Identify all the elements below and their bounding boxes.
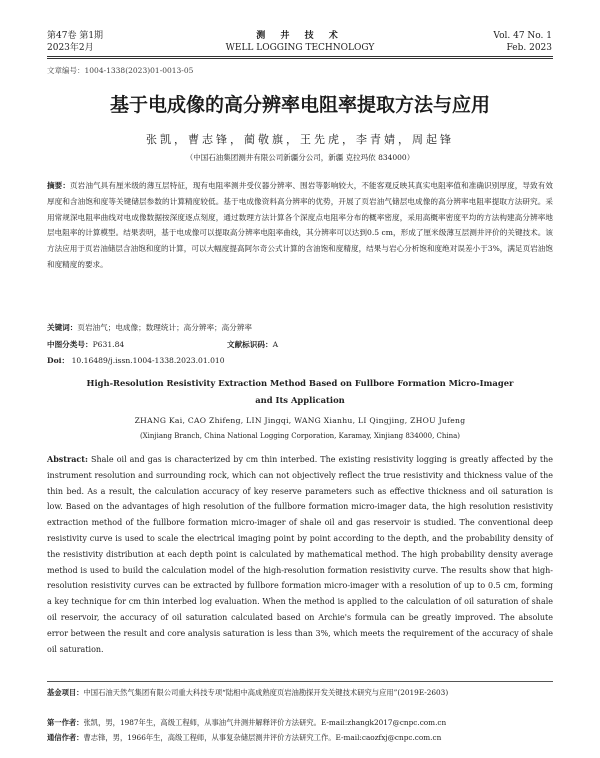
date-cn: 2023年2月 <box>47 43 94 53</box>
page-title-en <box>0 375 600 409</box>
first-author-text: 张凯，男，1987年生，高级工程师，从事油气井测井解释评价方法研究。E-mail:zhangk2017@cnpc.com.cn <box>83 718 447 727</box>
keywords-text: 页岩油气；电成像；数理统计；高分辨率；高分辨率 <box>77 323 253 332</box>
affiliation-en: (Xinjiang Branch, China National Logging Corporation, Karamay, Xinjiang 834000, China) <box>139 432 461 440</box>
abstract-en-label: Abstract: <box>47 454 88 464</box>
title-en-line2: and Its Application <box>255 395 345 405</box>
header-divider <box>47 56 553 57</box>
document-code <box>227 339 278 350</box>
abstract-cn <box>47 178 553 273</box>
fund-text: 中国石油天然气集团有限公司重大科技专项“陆相中高成熟度页岩油勘探开发关键技术研究与应用”(2019E-2603) <box>83 688 449 697</box>
doc-code-label: 文献标识码： <box>227 340 273 349</box>
authors-cn: 张凯，曹志锋，蔺敬旗，王先虎，李青婧，周起锋 <box>146 133 454 146</box>
clc-value: P631.84 <box>92 340 125 349</box>
clc-label: 中图分类号： <box>47 340 93 349</box>
fund-label: 基金项目： <box>47 688 84 697</box>
volume-issue-en: Vol. 47 No. 1 <box>493 31 552 41</box>
affiliation-cn: （中国石油集团测井有限公司新疆分公司，新疆 克拉玛依 834000） <box>185 153 415 162</box>
doi-line <box>47 355 225 366</box>
date-en: Feb. 2023 <box>506 43 552 53</box>
volume-issue-cn: 第47卷 第1期 <box>47 31 104 41</box>
abstract-cn-label: 摘要： <box>47 181 71 190</box>
keywords-cn <box>47 322 252 333</box>
footnote-first-author <box>47 716 553 730</box>
journal-header <box>0 0 600 58</box>
header-right <box>493 30 552 54</box>
abstract-en-text: Shale oil and gas is characterized by cm thin interbed. The existing resistivity logging is greatly affected by the instrument resolution and surrounding rock, which can not objectively reflect the true resistivity and thickness value of the thin bed. As a result, the calculation accuracy of key reserve parameters such as effective thickness and oil saturation is low. Based on the advantages of high resolution of the fullbore formation micro-imager data, the high resolution resistivity extraction method of the fullbore formation micro-imager of shale oil and gas reservoir is studied. The conventional deep resistivity curve is used to scale the electrical imaging point by point according to the depth, and the probability density of the resistivity distribution at each depth point is calculated by mathematical method. The high probability density average method is used to build the calculation model of the high-resolution formation resistivity curve. The results show that high-resolution resistivity curves can be extracted by fullbore formation micro-imager with a resolution of up to 0.5 cm, forming a key technique for cm thin interbed log evaluation. When the method is applied to the calculation of oil saturation of shale oil reservoir, the accuracy of oil saturation calculated based on Archie's formula can be greatly improved. The absolute error between the result and core analysis saturation is less than 3%, which meets the requirement of the accuracy of shale oil saturation. <box>47 455 554 654</box>
keywords-label: 关键词： <box>47 323 78 332</box>
authors-en: ZHANG Kai, CAO Zhifeng, LIN Jingqi, WANG Xianhu, LI Qingjing, ZHOU Jufeng <box>134 416 466 425</box>
title-en-line1: High-Resolution Resistivity Extraction Method Based on Fullbore Formation Micro-Imager <box>86 378 514 388</box>
footnote-divider <box>47 681 553 682</box>
footnote-fund <box>47 686 553 700</box>
footnote-corresponding <box>47 731 553 745</box>
doi-label: Doi： <box>47 356 70 365</box>
page-title-cn: 基于电成像的高分辨率电阻率提取方法与应用 <box>109 94 490 116</box>
corresponding-label: 通信作者： <box>47 733 84 742</box>
abstract-en <box>47 452 553 657</box>
header-divider-secondary <box>47 58 553 59</box>
abstract-cn-text: 页岩油气具有厘米级的薄互层特征，现有电阻率测井受仪器分辨率、围岩等影响较大，不能客观反映其真实电阻率值和准确识别厚度，导致有效厚度和含油饱和度等关键储层参数的计算精度较低。基于电成像资料高分辨率的优势，开展了页岩油气储层电成像的高分辨率电阻率提取方法研究。采用常规深电阻率曲线对电成像数据按深度逐点刻度，通过数理方法计算各个深度点电阻率分布的概率密度，采用高概率密度平均的方法构建高分辨率地层电阻率的计算模型。结果表明，基于电成像可以提取高分辨率电阻率曲线，其分辨率可以达到0.5 cm，形成了厘米级薄互层测井评价的关键技术。该方法应用于页岩油储层含油饱和度的计算，可以大幅度提高阿尔奇公式计算的含油饱和度精度，结果与岩心分析饱和度绝对误差小于3%，满足页岩油饱和度精度的要求。 <box>47 181 554 269</box>
journal-name-en: WELL LOGGING TECHNOLOGY <box>225 43 375 53</box>
first-author-label: 第一作者： <box>47 718 84 727</box>
journal-name-cn: 测 井 技 术 <box>256 31 344 41</box>
article-number: 文章编号：1004-1338(2023)01-0013-05 <box>47 66 194 75</box>
corresponding-text: 曹志锋，男，1966年生，高级工程师，从事复杂储层测井评价方法研究工作。E-mail:caozfxj@cnpc.com.cn <box>83 733 442 742</box>
doi-value: 10.16489/j.issn.1004-1338.2023.01.010 <box>71 356 225 365</box>
doc-code-value: A <box>272 340 279 349</box>
classification <box>47 339 279 350</box>
